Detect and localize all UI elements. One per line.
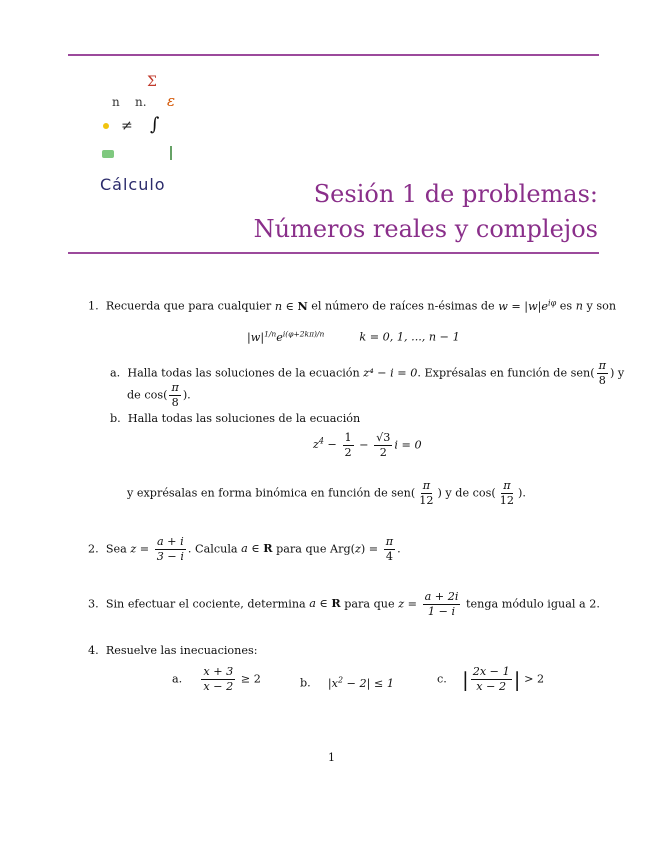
- title-line-1: Sesión 1 de problemas:: [313, 180, 598, 208]
- problem-3-number: 3.: [88, 597, 99, 611]
- problem-3-text-b: para que: [344, 597, 395, 611]
- top-rule: [68, 54, 599, 56]
- problem-1a-text-b: . Exprésalas en función de sen(: [417, 366, 595, 380]
- problem-1b-equation: $z^4$ − $\frac{1}{2}$ − $\frac{√3}{2}$ i = 0: [313, 431, 422, 459]
- problem-2-text-d: ) =: [360, 542, 379, 556]
- math-k-range: k = 0, 1, ..., n − 1: [359, 330, 460, 344]
- problem-1b-label: b.: [110, 412, 121, 425]
- problem-1b-text-c: ) y de cos(: [437, 486, 496, 500]
- frac-2x-minus-1-over-x-minus-2: $\frac{2x - 1}{x - 2}$: [472, 665, 510, 693]
- logo-n-dot-symbol: n.: [135, 95, 147, 109]
- problem-1b-text-a: Halla todas las soluciones de la ecuación: [127, 412, 361, 425]
- problem-2-number: 2.: [88, 542, 99, 556]
- frac-pi-8-a: $\frac{\pi}{8}$: [598, 359, 606, 387]
- math-root-expression: $|w|^{1/n}e^{i(\varphi+2k\pi)/n}$: [247, 329, 325, 344]
- frac-x-plus-3-over-x-minus-2: $\frac{x + 3}{x - 2}$: [203, 665, 234, 693]
- problem-1a-line2: [127, 382, 191, 409]
- problem-1-intro: [88, 299, 616, 312]
- epsilon-icon: ε: [167, 92, 176, 110]
- problem-3: 3. Sin efectuar el cociente, determina a ∈ R para que z = $\frac{a + 2i}{1 - i}$ tenga módulo igual a 2.: [88, 590, 600, 618]
- sigma-icon: Σ: [147, 74, 157, 90]
- math-w-polar: $w = |w|e^{i\varphi}$: [498, 298, 557, 313]
- problem-1-text-b: el número de raíces n-ésimas de: [311, 299, 495, 313]
- problem-4-intro: [88, 645, 258, 656]
- frac-a-plus-2i-over-1-minus-i: $\frac{a + 2i}{1 - i}$: [424, 590, 459, 618]
- problem-1a-text-d: de cos(: [127, 388, 168, 402]
- problem-1a-label: a.: [110, 366, 121, 380]
- problem-1b-text-b: y exprésalas en forma binómica en función de sen(: [127, 486, 416, 500]
- problem-4b-label: b.: [300, 676, 311, 690]
- logo-green-mark-right: [170, 146, 178, 160]
- problem-2: 2. Sea z = $\frac{a + i}{3 - i}$ . Calcula a ∈ R para que Arg(z) = $\frac{\pi}{4}$ .: [88, 535, 401, 563]
- logo-n-symbol: n: [112, 95, 120, 109]
- problem-4-b: b. $|x^2 - 2| \le 1$: [300, 675, 395, 690]
- not-equal-icon: ≠: [121, 118, 133, 134]
- problem-4a-label: a.: [172, 672, 183, 686]
- problem-1-root-formula: [247, 330, 460, 343]
- frac-pi-8-b: $\frac{\pi}{8}$: [171, 381, 179, 409]
- problem-4c-label: c.: [437, 672, 447, 686]
- problem-1a-text-c: ) y: [609, 366, 625, 380]
- logo-word: Cálculo: [100, 175, 166, 194]
- problem-1b-line1: [110, 413, 360, 424]
- frac-sqrt3-half: $\frac{√3}{2}$: [376, 431, 391, 459]
- problem-1-number: 1.: [88, 299, 99, 313]
- frac-pi-12-a: $\frac{\pi}{12}$: [419, 479, 434, 507]
- problem-1-text-a: Recuerda que para cualquier: [105, 299, 272, 313]
- problem-2-text-c: para que Arg(: [276, 542, 355, 556]
- math-n: n: [575, 299, 583, 313]
- problem-1-text-c: es: [559, 299, 573, 313]
- logo-star-dot: [103, 123, 109, 129]
- math-equation-1a: z⁴ − i = 0: [363, 366, 418, 380]
- math-n-in-N: n ∈ N: [274, 298, 308, 313]
- title-line-2: Números reales y complejos: [253, 215, 598, 243]
- problem-1a-text-a: Halla todas las soluciones de la ecuación: [127, 366, 360, 380]
- problem-1b-line2: [127, 480, 526, 507]
- bottom-rule: [68, 252, 599, 254]
- page-number: 1: [328, 751, 335, 764]
- integral-icon: ∫: [150, 114, 160, 135]
- logo-green-mark-left: [102, 150, 114, 158]
- frac-pi-12-b: $\frac{\pi}{12}$: [499, 479, 514, 507]
- problem-3-text-a: Sin efectuar el cociente, determina: [105, 597, 306, 611]
- problem-4-a: a. $\frac{x + 3}{x - 2}$ ≥ 2: [172, 665, 261, 693]
- frac-a-plus-i-over-3-minus-i: $\frac{a + i}{3 - i}$: [156, 535, 184, 563]
- problem-1b-text-d: ).: [518, 486, 526, 500]
- problem-1-text-d: y son: [586, 299, 617, 313]
- frac-one-half: $\frac{1}{2}$: [344, 431, 352, 459]
- problem-4-text-a: Resuelve las inecuaciones:: [105, 644, 258, 657]
- problem-4-c: c. | $\frac{2x - 1}{x - 2}$ | > 2: [437, 665, 545, 693]
- problem-2-text-a: Sea: [105, 542, 127, 556]
- problem-1a-text-e: ).: [182, 388, 191, 402]
- problem-3-text-c: tenga módulo igual a 2.: [466, 597, 600, 611]
- problem-2-text-b: . Calcula: [187, 542, 238, 556]
- frac-pi-4: $\frac{\pi}{4}$: [385, 535, 394, 563]
- problem-4-number: 4.: [88, 644, 99, 657]
